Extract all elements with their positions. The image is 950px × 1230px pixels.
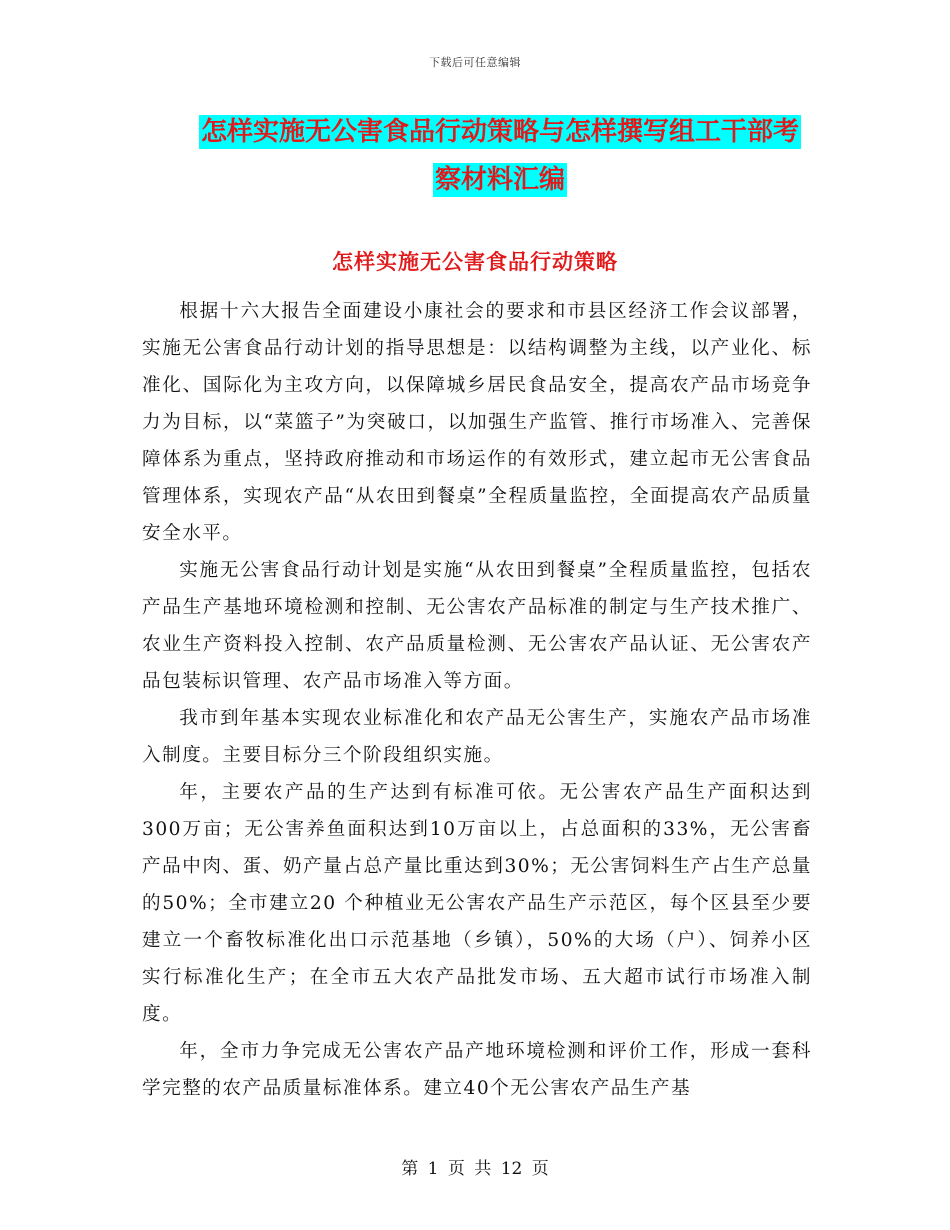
document-title-line2: 察材料汇编 (434, 165, 565, 195)
paragraph: 我市到年基本实现农业标准化和农产品无公害生产，实施农产品市场准入制度。主要目标分三个阶段组织实施。 (142, 708, 812, 766)
page-number-footer: 第 1 页 共 12 页 (401, 1159, 549, 1179)
paragraph: 年，全市力争完成无公害农产品产地环境检测和评价工作，形成一套科学完整的农产品质量标准体系。建立40个无公害农产品生产基 (142, 1041, 812, 1099)
body-text (142, 293, 812, 1107)
paragraph: 根据十六大报告全面建设小康社会的要求和市县区经济工作会议部署，实施无公害食品行动计划的指导思想是：以结构调整为主线，以产业化、标准化、国际化为主攻方向，以保障城乡居民食品安全，提高农产品市场竞争力为目标，以“菜篮子”为突破口，以加强生产监管、推行市场准入、完善保障体系为重点，坚持政府推动和市场运作的有效形式，建立起市无公害食品管理体系，实现农产品“从农田到餐桌”全程质量监控，全面提高农产品质量安全水平。 (142, 301, 812, 544)
document-title-line1: 怎样实施无公害食品行动策略与怎样撰写组工干部考 (200, 117, 799, 147)
section-heading: 怎样实施无公害食品行动策略 (332, 249, 618, 274)
paragraph: 年，主要农产品的生产达到有标准可依。无公害农产品生产面积达到300万亩；无公害养鱼面积达到10万亩以上，占总面积的33%，无公害畜产品中肉、蛋、奶产量占总产量比重达到30%；无公害饲料生产占生产总量的50%；全市建立20 个种植业无公害农产品生产示范区，每个区县至少要建立一个畜牧标准化出口示范基地（乡镇），50%的大场（户）、饲养小区实行标准化生产；在全市五大农产品批发市场、五大超市试行市场准入制度。 (142, 782, 812, 1025)
document-title (140, 108, 860, 204)
header-note: 下载后可任意编辑 (429, 56, 521, 69)
paragraph: 实施无公害食品行动计划是实施“从农田到餐桌”全程质量监控，包括农产品生产基地环境检测和控制、无公害农产品标准的制定与生产技术推广、农业生产资料投入控制、农产品质量检测、无公害农产品认证、无公害农产品包装标识管理、农产品市场准入等方面。 (142, 560, 812, 692)
